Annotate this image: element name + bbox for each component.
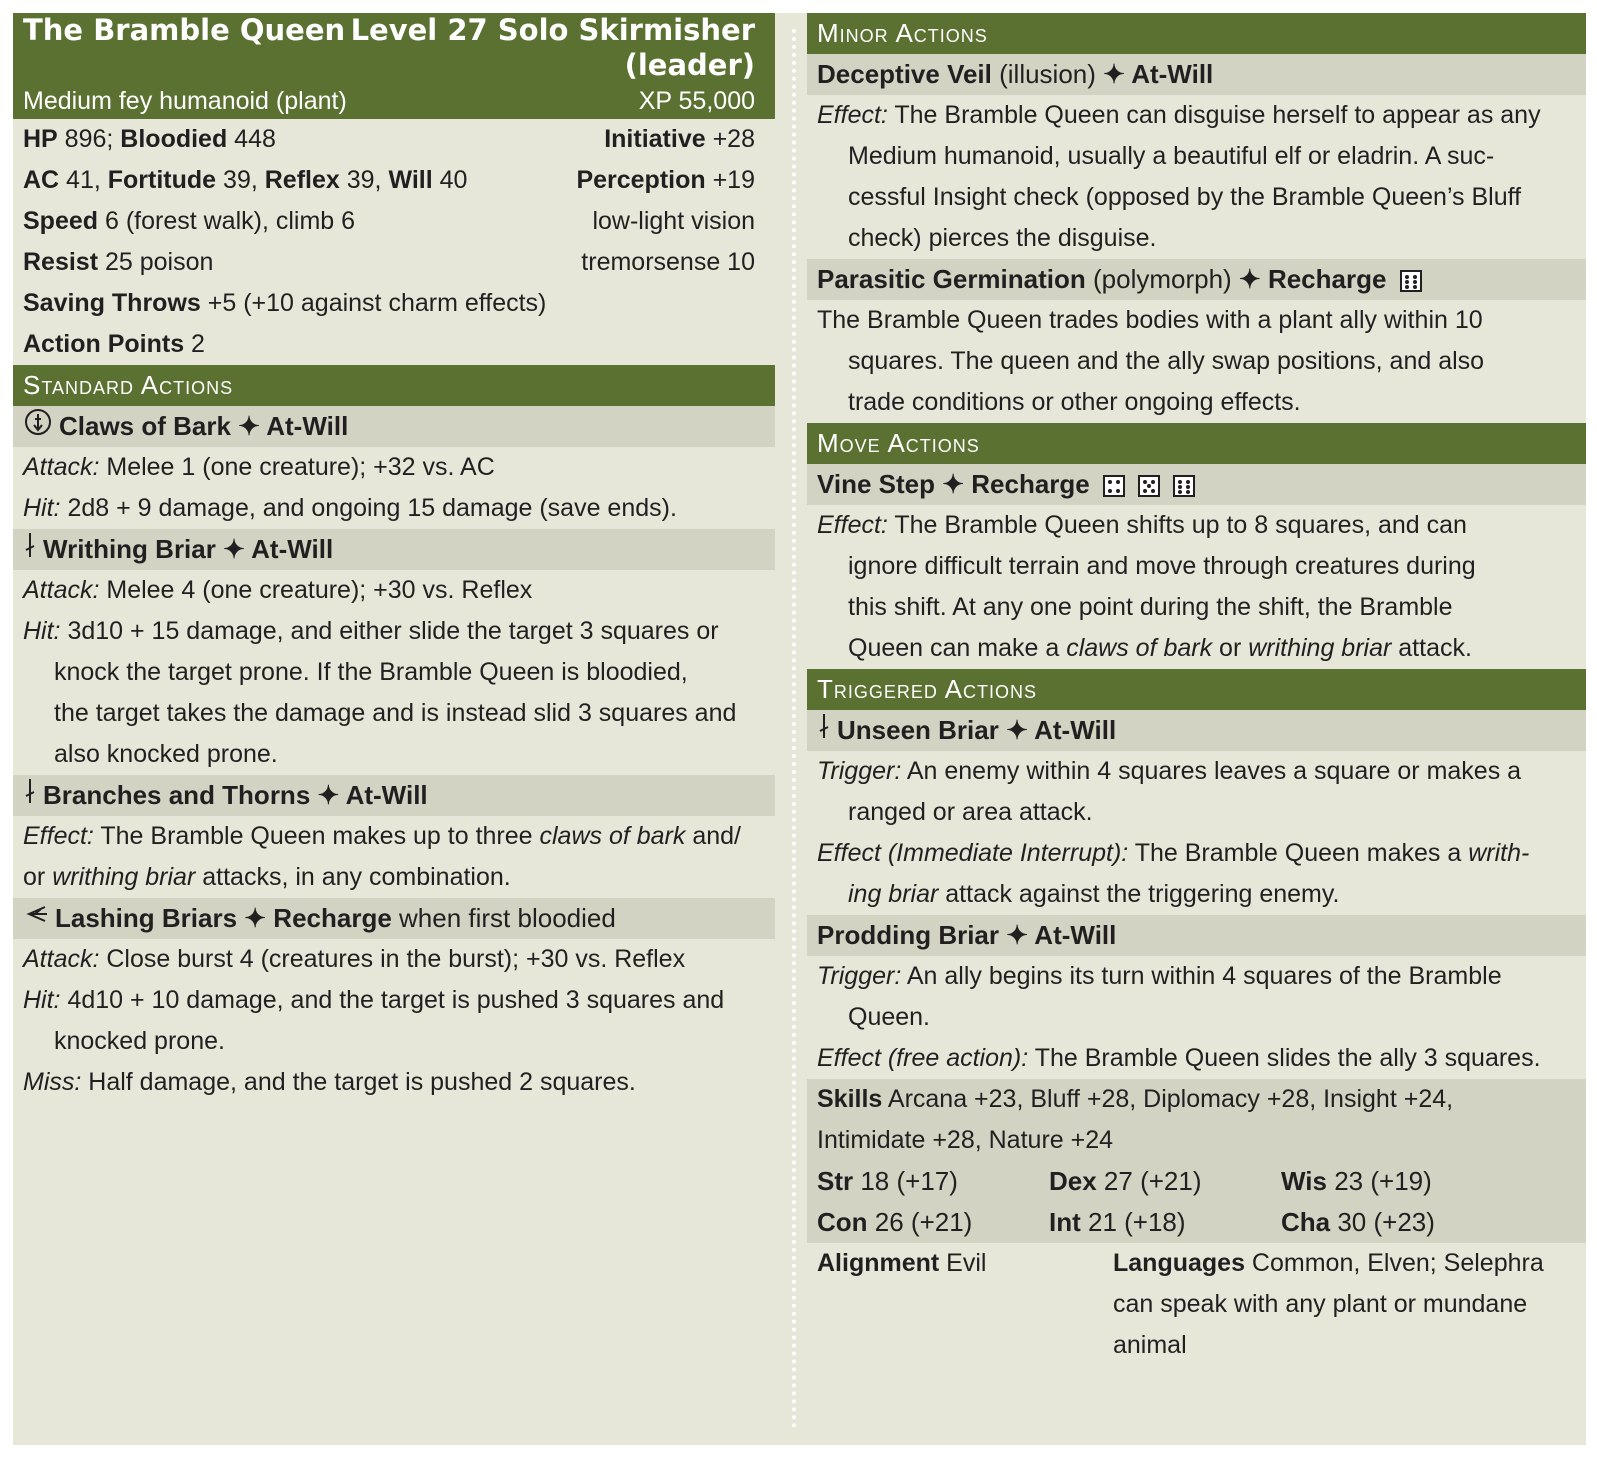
melee-attack-icon [23,776,37,818]
column-divider [792,29,796,1429]
resist-row: Resist 25 poison tremorsense 10 [23,248,755,276]
hp-row: HP 896; Bloodied 448 Initiative +28 [23,125,755,153]
monster-xp: XP 55,000 [638,87,755,115]
standard-actions-header: Standard Actions [13,365,775,406]
melee-basic-attack-icon [23,407,53,449]
stat-block-header [13,13,775,119]
right-column: Minor Actions Deceptive Veil (illusion) ✦ At-Will Effect: The Bramble Queen can disguise herself to appear as any Medium humanoid, usually a beautiful elf or eladrin. A suc- cessful Insight check (opposed by the Bramble Queen’s Bluff check) pierces the disguise. Parasitic Germination (polymorph) ✦ Recharge The Bramble Queen trades bodies with a plant ally within 10 squares. The queen and the ally swap positions, and also trade conditions or other ongoing effects. Move Actions Vine Step ✦ Recharge Effect: The Bramble Queen shifts up to 8 squares, and can ignore difficult terrain and move through creatures during this shift. At any one point during the shift, the Bramble Queen can make a claws of bark or writhing briar attack. Triggered Actions Unseen Briar ✦ At-Will Trigger: An enemy within 4 squares leaves a square or makes a ranged or area attack. Effect (Immediate Interrupt): The Bramble Queen makes a writh- ing briar attack against the triggering enemy. Prodding Briar ✦ At-Will Trigger: An ally begins its turn within 4 squares of the Bramble Queen. Effect (free action): The Bramble Queen slides the ally 3 squares. Skills Arcana +23, Bluff +28, Diplomacy +28, Insight +24, Intimidate +28, Nature +24 Str 18 (+17) Dex 27 (+21) Wis 23 (+19) Con 26 (+21) Int 21 (+18) Cha 30 (+23) Alignment Evil Languages Common, Elven; Selephra can speak with any plant or mundane animal [807,13,1586,1366]
defenses-row: AC 41, Fortitude 39, Reflex 39, Will 40 Perception +19 [23,166,755,194]
saving-throws-row: Saving Throws +5 (+10 against charm effects) [23,289,547,317]
die-five-icon [1138,475,1160,497]
power-prodding-briar: Prodding Briar ✦ At-Will [807,915,1586,956]
minor-actions-header: Minor Actions [807,13,1586,54]
stat-block [13,13,1586,1445]
power-branches-and-thorns: Branches and Thorns ✦ At-Will [13,775,775,816]
power-deceptive-veil: Deceptive Veil (illusion) ✦ At-Will [807,54,1586,95]
move-actions-header: Move Actions [807,423,1586,464]
power-lashing-briars: Lashing Briars ✦ Recharge when first bloodied [13,898,775,939]
power-vine-step: Vine Step ✦ Recharge [807,464,1586,505]
monster-type: Medium fey humanoid (plant) [23,87,347,115]
monster-name: The Bramble Queen [23,13,346,47]
close-attack-icon [23,899,49,941]
alignment-languages [807,1243,1586,1366]
power-claws-of-bark: Claws of Bark ✦ At-Will [13,406,775,447]
alignment: Alignment Evil [817,1249,987,1277]
languages: Languages Common, Elven; Selephra can speak with any plant or mundane animal [1113,1249,1544,1359]
monster-level: Level 27 Solo Skirmisher (leader) [350,13,755,82]
action-points-row: Action Points 2 [23,330,205,358]
melee-attack-icon [817,711,831,753]
melee-attack-icon [23,530,37,572]
left-column: The Bramble Queen Level 27 Solo Skirmisher (leader) Medium fey humanoid (plant) XP 55,000 HP 896; Bloodied 448 Initiative +28 AC 41, Fortitude 39, Reflex 39, Will 40 Perception +19 Speed 6 (forest walk), climb 6 low-light vision Resist 25 poison tremorsense 10 Saving Throws +5 (+10 against charm effects) Action Points 2 Standard Actions Claws of Bark ✦ At-Will Attack: Melee 1 (one creature); +32 vs. AC Hit: 2d8 + 9 damage, and ongoing 15 damage (save ends). Writhing Briar ✦ At-Will Attack: Melee 4 (one creature); +30 vs. Reflex Hit: 3d10 + 15 damage, and either slide the target 3 squares or knock the target prone. If the Bramble Queen is bloodied, the target takes the damage and is instead slid 3 squares and also knocked prone. Branches and Thorns ✦ At-Will Effect: The Bramble Queen makes up to three claws of bark and/ or writhing briar attacks, in any combination. Lashing Briars ✦ Recharge when first bloodied Attack: Close burst 4 (creatures in the burst); +30 vs. Reflex Hit: 4d10 + 10 damage, and the target is pushed 3 squares and knocked prone. Miss: Half damage, and the target is pushed 2 squares. [13,13,775,1103]
die-four-icon [1103,475,1125,497]
skills-block: Skills Arcana +23, Bluff +28, Diplomacy +28, Insight +24, Intimidate +28, Nature +24 [807,1079,1586,1161]
power-unseen-briar: Unseen Briar ✦ At-Will [807,710,1586,751]
speed-row: Speed 6 (forest walk), climb 6 low-light vision [23,207,755,235]
triggered-actions-header: Triggered Actions [807,669,1586,710]
die-six-icon [1173,475,1195,497]
power-writhing-briar: Writhing Briar ✦ At-Will [13,529,775,570]
ability-scores: Str 18 (+17) Dex 27 (+21) Wis 23 (+19) Con 26 (+21) Int 21 (+18) Cha 30 (+23) [807,1161,1586,1243]
power-parasitic-germination: Parasitic Germination (polymorph) ✦ Recharge [807,259,1586,300]
die-six-icon [1400,270,1422,292]
